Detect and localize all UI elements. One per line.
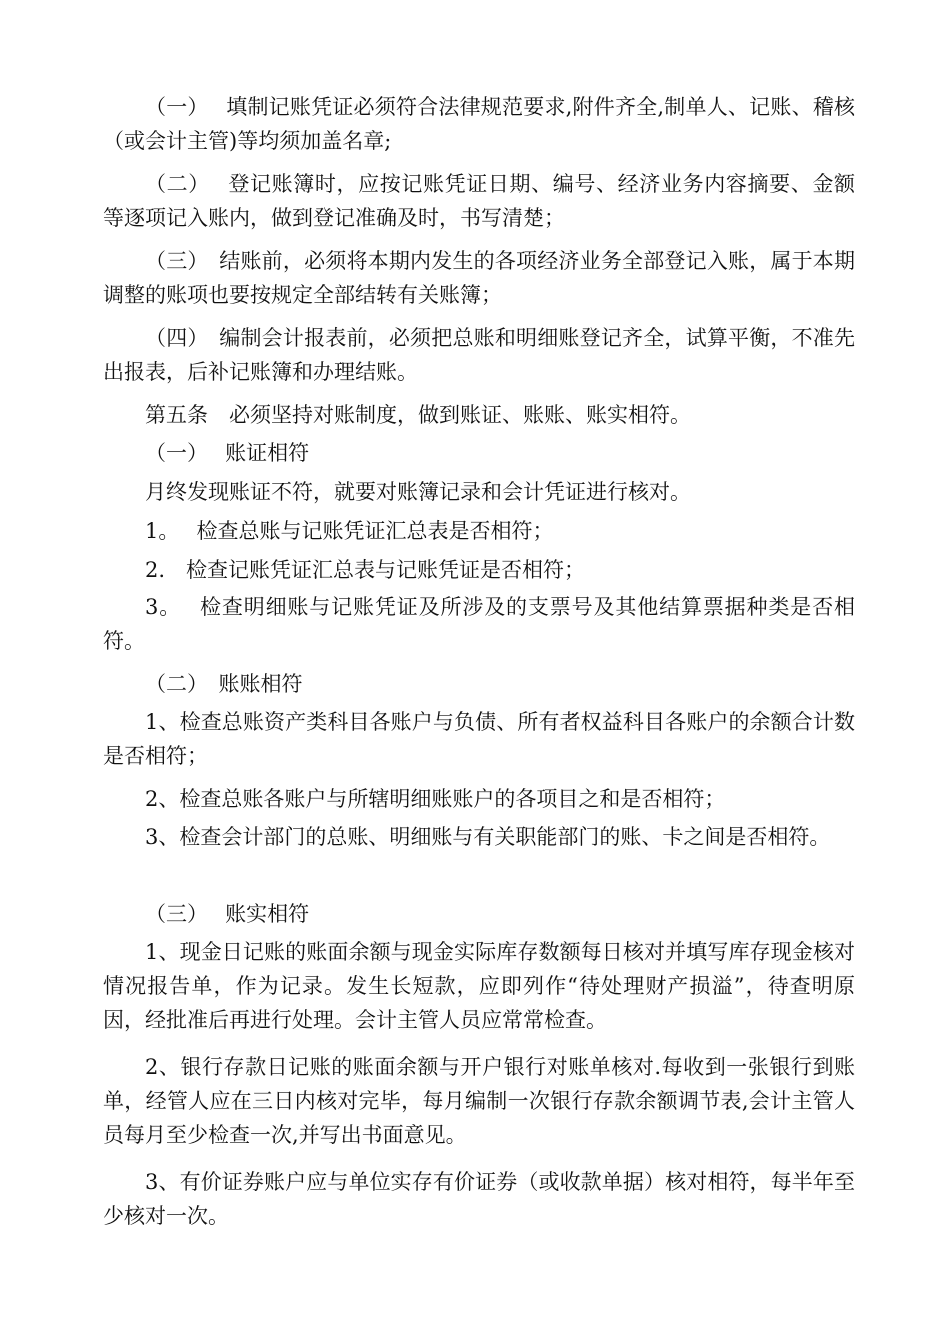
- physical-item-3: 3、有价证券账户应与单位实存有价证券（或收款单据）核对相符，每半年至少核对一次。: [103, 1170, 855, 1228]
- list-item-2: 2. 检查记账凭证汇总表与记账凭证是否相符；: [145, 558, 586, 582]
- paragraph-month-end-check: 月终发现账证不符，就要对账簿记录和会计凭证进行核对。: [145, 480, 691, 504]
- heading-physical-match: （三） 账实相符: [145, 902, 310, 926]
- list-item-1: 1。 检查总账与记账凭证汇总表是否相符；: [145, 519, 554, 543]
- ledger-item-2: 2、检查总账各账户与所辖明细账账户的各项目之和是否相符；: [145, 787, 726, 811]
- paragraph-2: （二） 登记账簿时，应按记账凭证日期、编号、经济业务内容摘要、金额等逐项记入账内，做到登记准确及时，书写清楚；: [103, 172, 855, 230]
- ledger-item-1: 1、检查总账资产类科目各账户与负债、所有者权益科目各账户的余额合计数是否相符；: [103, 710, 855, 768]
- list-item-3: 3。 检查明细账与记账凭证及所涉及的支票号及其他结算票据种类是否相符。: [103, 595, 855, 653]
- paragraph-article-5: 第五条 必须坚持对账制度，做到账证、账账、账实相符。: [145, 403, 691, 427]
- paragraph-4: （四） 编制会计报表前，必须把总账和明细账登记齐全，试算平衡，不准先出报表，后补记账簿和办理结账。: [103, 326, 855, 384]
- paragraph-1: （一） 填制记账凭证必须符合法律规范要求,附件齐全,制单人、记账、稽核（或会计主管)等均须加盖名章;: [103, 95, 855, 153]
- physical-item-1: 1、现金日记账的账面余额与现金实际库存数额每日核对并填写库存现金核对情况报告单，作为记录。发生长短款，应即列作“待处理财产损溢”，待查明原因，经批准后再进行处理。会计主管人员应常常检查。: [103, 940, 855, 1032]
- ledger-item-3: 3、检查会计部门的总账、明细账与有关职能部门的账、卡之间是否相符。: [145, 825, 831, 849]
- heading-ledger-match: （二） 账账相符: [145, 672, 303, 696]
- paragraph-3: （三） 结账前，必须将本期内发生的各项经济业务全部登记入账，属于本期调整的账项也要按规定全部结转有关账簿；: [103, 249, 855, 307]
- physical-item-2: 2、银行存款日记账的账面余额与开户银行对账单核对.每收到一张银行到账单，经管人应在三日内核对完毕，每月编制一次银行存款余额调节表,会计主管人员每月至少检查一次,并写出书面意见。: [103, 1055, 855, 1147]
- heading-voucher-match: （一） 账证相符: [145, 441, 310, 465]
